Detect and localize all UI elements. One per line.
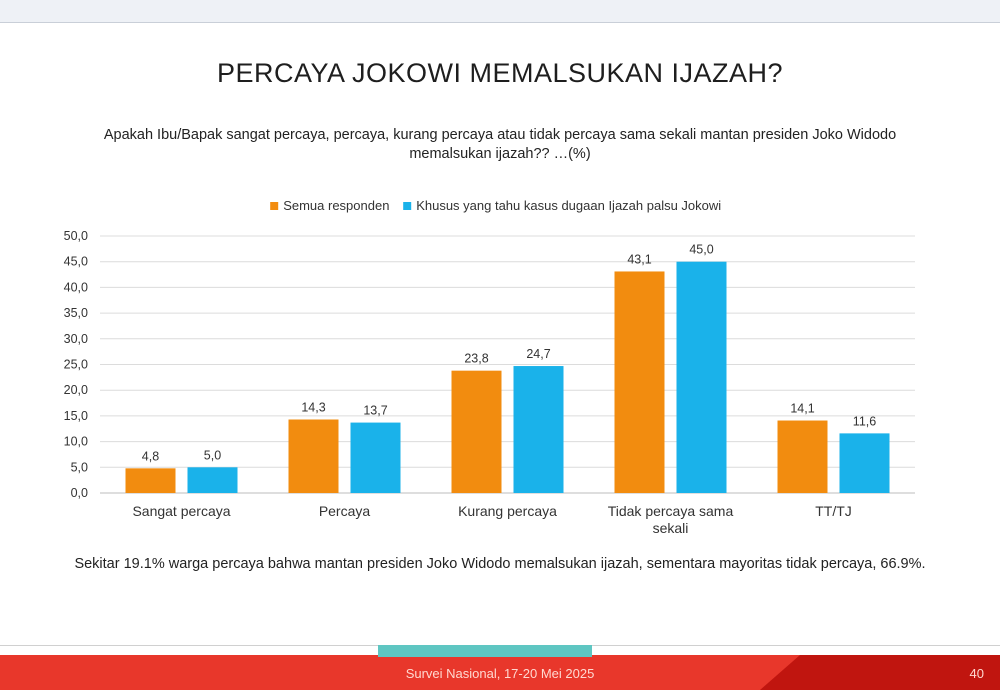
y-tick-label: 25,0 xyxy=(63,357,88,372)
y-tick-label: 30,0 xyxy=(63,331,88,346)
y-tick-label: 15,0 xyxy=(63,408,88,423)
page-number: 40 xyxy=(969,666,984,681)
x-category-label: Sangat percaya xyxy=(132,503,231,519)
y-tick-label: 50,0 xyxy=(63,229,88,243)
data-label: 45,0 xyxy=(689,242,714,257)
legend-label: Semua responden xyxy=(283,198,390,213)
data-label: 24,7 xyxy=(526,347,551,362)
bar xyxy=(452,371,502,493)
data-label: 14,3 xyxy=(301,400,326,415)
data-label: 23,8 xyxy=(464,351,489,366)
data-label: 4,8 xyxy=(141,449,160,464)
bar xyxy=(188,467,238,493)
y-tick-label: 0,0 xyxy=(70,486,88,500)
y-tick-label: 45,0 xyxy=(63,254,88,269)
legend-label: Khusus yang tahu kasus dugaan Ijazah palsu Jokowi xyxy=(416,198,722,213)
bar xyxy=(126,468,176,493)
x-category-label: Kurang percaya xyxy=(458,503,557,519)
chart-note: Sekitar 19.1% warga percaya bahwa mantan presiden Joko Widodo memalsukan ijazah, sementara mayoritas tidak percaya, 66.9%. xyxy=(74,556,926,572)
x-category-label: Tidak percaya sama xyxy=(607,503,734,519)
x-category-label: sekali xyxy=(652,520,689,536)
bar xyxy=(289,419,339,493)
data-label: 14,1 xyxy=(790,401,815,416)
y-tick-label: 40,0 xyxy=(63,280,88,295)
bar xyxy=(514,366,564,493)
legend-swatch xyxy=(270,202,278,210)
slide-title: PERCAYA JOKOWI MEMALSUKAN IJAZAH? xyxy=(216,58,784,88)
x-category-label: TT/TJ xyxy=(815,503,852,519)
slide-subtitle: Apakah Ibu/Bapak sangat percaya, percaya, kurang percaya atau tidak percaya sama sekali mantan presiden Joko Widodo memalsukan ijazah?? …(%) xyxy=(103,127,897,162)
data-label: 13,7 xyxy=(363,403,388,418)
data-label: 43,1 xyxy=(627,252,652,267)
x-category-label: Percaya xyxy=(318,503,371,519)
y-tick-label: 10,0 xyxy=(63,434,88,449)
legend-swatch xyxy=(403,202,411,210)
bar xyxy=(677,262,727,493)
y-tick-label: 5,0 xyxy=(70,460,88,475)
footer-text: Survei Nasional, 17-20 Mei 2025 xyxy=(405,666,595,681)
bar xyxy=(778,421,828,493)
bar xyxy=(351,423,401,493)
bar xyxy=(840,433,890,493)
data-label: 5,0 xyxy=(203,448,222,463)
y-tick-label: 20,0 xyxy=(63,383,88,398)
footer-tab xyxy=(378,645,592,657)
bar xyxy=(615,271,665,493)
y-tick-label: 35,0 xyxy=(63,306,88,321)
data-label: 11,6 xyxy=(852,414,877,429)
